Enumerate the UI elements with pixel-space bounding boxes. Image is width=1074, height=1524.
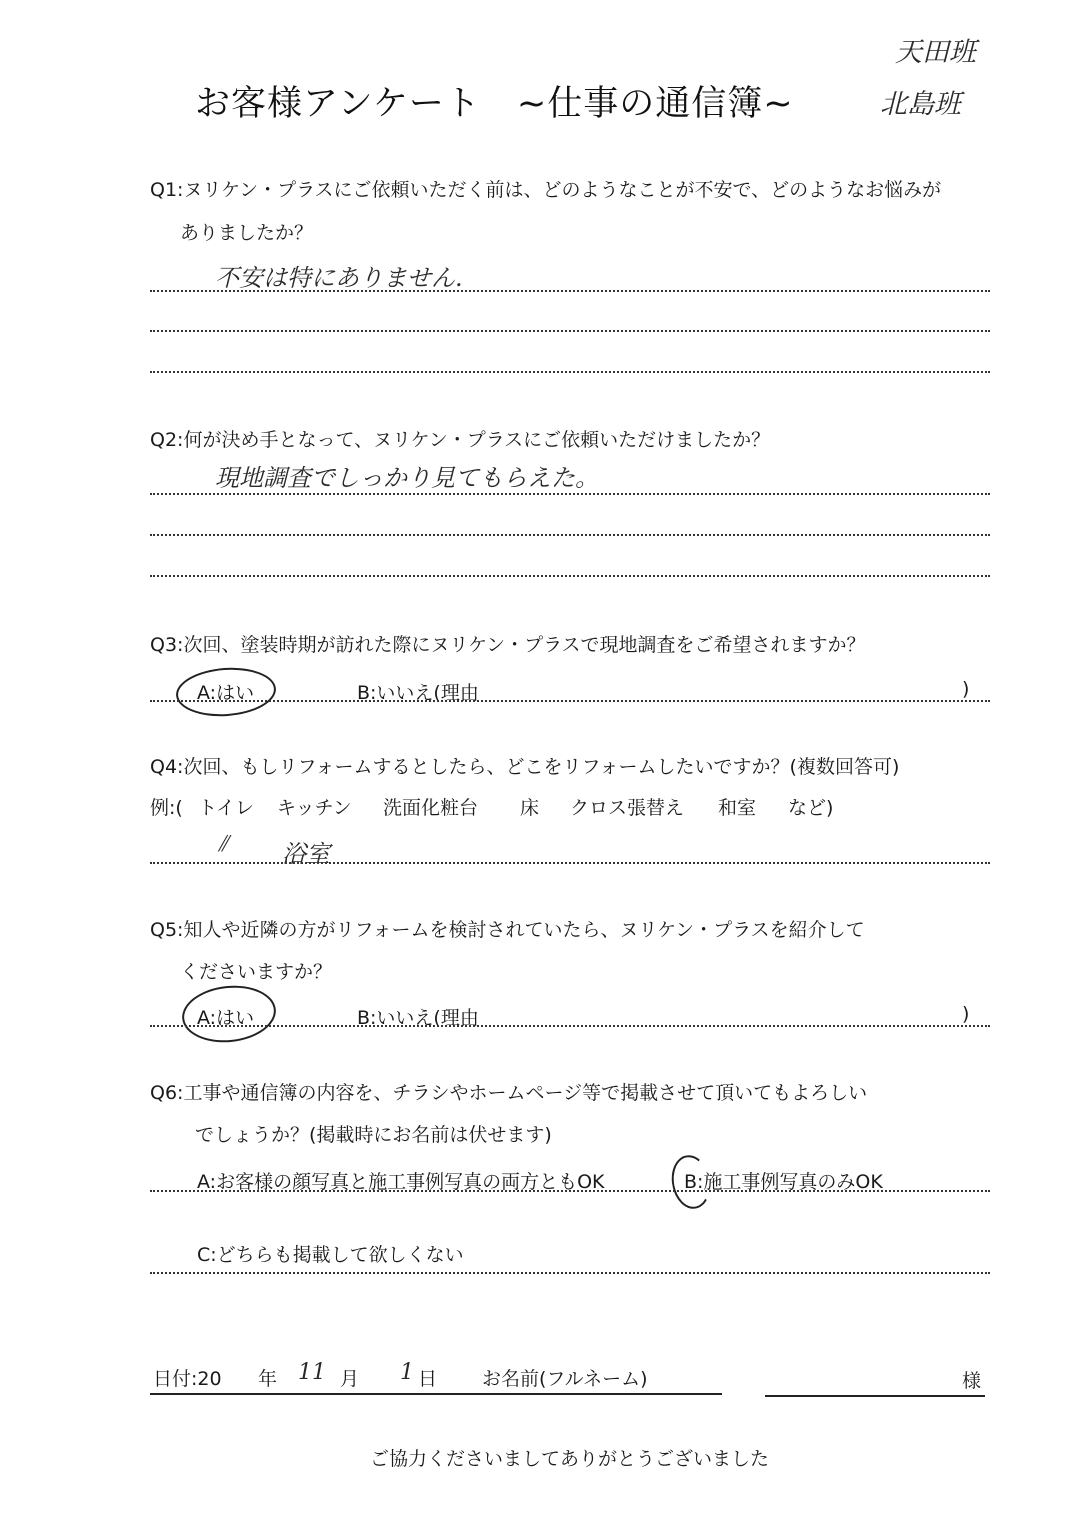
- q6-question-line1: Q6:工事や通信簿の内容を、チラシやホームページ等で掲載させて頂いてもよろしい: [150, 1082, 868, 1104]
- q1-question-line1: Q1:ヌリケン・プラスにご依頼いただく前は、どのようなことが不安で、どのようなお悩みが: [150, 179, 942, 201]
- q6-answer-line-2: [150, 1272, 990, 1274]
- q5-question-line2: くださいますか？: [180, 961, 333, 983]
- q2-answer-line-1: [150, 493, 990, 495]
- q1-question-line2: ありましたか？: [180, 222, 314, 244]
- day-value-handwritten[interactable]: 1: [400, 1360, 414, 1385]
- q6-answer-line-1: [150, 1190, 990, 1192]
- date-label: 日付:20: [153, 1368, 222, 1390]
- year-label: 年: [258, 1368, 278, 1390]
- day-label: 日: [418, 1368, 438, 1390]
- q4-answer-line: [150, 862, 990, 864]
- q1-answer-handwritten[interactable]: 不安は特にありません.: [215, 264, 463, 292]
- q3-option-a[interactable]: A:はい: [197, 682, 255, 704]
- q4-example-toilet: トイレ: [198, 797, 255, 819]
- team-name-handwritten-2: 北島班: [880, 89, 961, 120]
- q3-selected-circle-mark: [174, 665, 277, 720]
- team-name-handwritten-1: 天田班: [895, 37, 976, 68]
- q4-answer-handwritten[interactable]: 浴室: [282, 840, 330, 868]
- q6-selected-circle-mark: [668, 1152, 715, 1212]
- q6-question-line2: でしょうか？(掲載時にお名前は伏せます): [195, 1124, 552, 1146]
- q4-example-vanity: 洗面化粧台: [383, 797, 479, 819]
- q2-answer-handwritten[interactable]: 現地調査でしっかり見てもらえた。: [215, 464, 599, 492]
- q4-examples-prefix: 例:(: [150, 797, 183, 819]
- q4-example-etc: など): [788, 797, 834, 819]
- honorific-sama: 様: [962, 1370, 982, 1392]
- name-underline[interactable]: [765, 1395, 985, 1397]
- q5-question-line1: Q5:知人や近隣の方がリフォームを検討されていたら、ヌリケン・プラスを紹介して: [150, 919, 865, 941]
- q2-question: Q2:何が決め手となって、ヌリケン・プラスにご依頼いただけましたか？: [150, 429, 771, 451]
- month-label: 月: [340, 1368, 360, 1390]
- q6-option-b[interactable]: B:施工事例写真のみOK: [684, 1171, 883, 1193]
- q5-option-b-close-paren: ): [962, 1003, 970, 1025]
- q5-selected-circle-mark: [179, 981, 278, 1047]
- q5-answer-line: [150, 1025, 990, 1027]
- q2-answer-line-3: [150, 575, 990, 577]
- q6-option-a[interactable]: A:お客様の顔写真と施工事例写真の両方ともOK: [197, 1171, 605, 1193]
- q1-answer-line-2: [150, 330, 990, 332]
- date-name-underline: [150, 1393, 722, 1395]
- q1-answer-line-3: [150, 371, 990, 373]
- q3-option-b[interactable]: B:いいえ(理由: [357, 682, 479, 704]
- thank-you-message: ご協力くださいましてありがとうございました: [370, 1448, 770, 1470]
- q1-answer-line-1: [150, 290, 990, 292]
- q4-example-floor: 床: [520, 797, 540, 819]
- q4-example-kitchen: キッチン: [277, 797, 352, 819]
- q2-answer-line-2: [150, 534, 990, 536]
- survey-title: お客様アンケート ~仕事の通信簿~: [195, 84, 794, 124]
- q4-question: Q4:次回、もしリフォームするとしたら、どこをリフォームしたいですか？(複数回答可): [150, 756, 900, 778]
- q4-example-japanese-room: 和室: [718, 797, 757, 819]
- q3-question: Q3:次回、塗装時期が訪れた際にヌリケン・プラスで現地調査をご希望されますか？: [150, 634, 866, 656]
- q5-option-a[interactable]: A:はい: [197, 1007, 255, 1029]
- month-value-handwritten[interactable]: 11: [298, 1360, 326, 1385]
- q3-answer-line: [150, 700, 990, 702]
- q4-crossed-out-scribble: ⫽: [218, 832, 228, 857]
- q4-example-wallpaper: クロス張替え: [570, 797, 685, 819]
- q6-option-c[interactable]: C:どちらも掲載して欲しくない: [197, 1244, 464, 1266]
- name-label: お名前(フルネーム): [482, 1368, 648, 1390]
- q3-option-b-close-paren: ): [962, 678, 970, 700]
- q5-option-b[interactable]: B:いいえ(理由: [357, 1007, 479, 1029]
